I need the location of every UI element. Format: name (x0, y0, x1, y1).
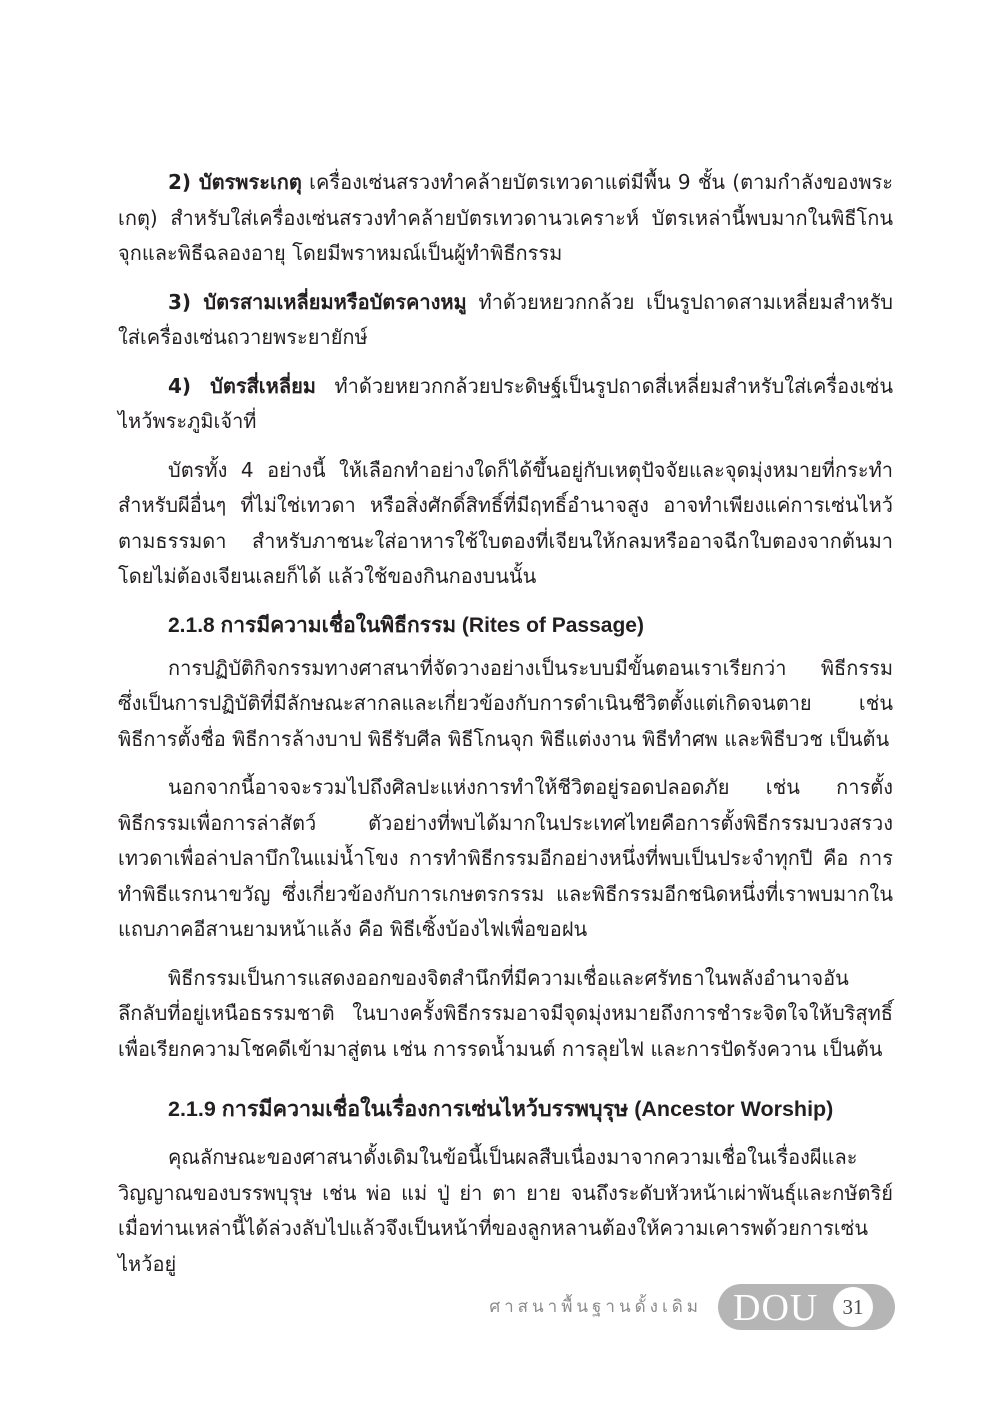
paragraph: นอกจากนี้อาจจะรวมไปถึงศิลปะแห่งการทำให้ชีวิตอยู่รอดปลอดภัย เช่น การตั้งพิธีกรรมเพื่อการล่าสัตว์ ตัวอย่างที่พบได้มากในประเทศไทยคือการตั้งพิธีกรรมบวงสรวงเทวดาเพื่อล่าปลาบึกในแม่น้ำโขง การทำพิธีกรรมอีกอย่างหนึ่งที่พบเป็นประจำทุกปี คือ การทำพิธีแรกนาขวัญ ซึ่งเกี่ยวข้องกับการเกษตรกรรม และพิธีกรรมอีกชนิดหนึ่งที่เราพบมากในแถบภาคอีสานยามหน้าแล้ง คือ พิธีเซิ้งบ้องไฟเพื่อขอฝน (118, 775, 893, 941)
item-term: 3) บัตรสามเหลี่ยมหรือบัตรคางหมู (168, 289, 467, 314)
list-item-triangle-tray (118, 285, 893, 356)
paragraph: พิธีกรรมเป็นการแสดงออกของจิตสำนึกที่มีความเชื่อและศรัทธาในพลังอำนาจอันลึกลับที่อยู่เหนือธรรมชาติ ในบางครั้งพิธีกรรมอาจมีจุดมุ่งหมายถึงการชำระจิตใจให้บริสุทธิ์เพื่อเรียกความโชคดีเข้ามาสู่ตน เช่น การรดน้ำมนต์ การลุยไฟ และการปัดรังควาน เป็นต้น (118, 965, 893, 1061)
dou-page-badge (718, 1284, 895, 1330)
paragraph: คุณลักษณะของศาสนาดั้งเดิมในข้อนี้เป็นผลสืบเนื่องมาจากความเชื่อในเรื่องผีและวิญญาณของบรรพบุรุษ เช่น พ่อ แม่ ปู่ ย่า ตา ยาย จนถึงระดับหัวหน้าเผ่าพันธุ์และกษัตริย์ เมื่อท่านเหล่านี้ได้ล่วงลับไปแล้วจึงเป็นหน้าที่ของลูกหลานต้องให้ความเคารพด้วยการเซ่นไหว้อยู่ (118, 1145, 893, 1276)
section-heading-2-1-9: 2.1.9 การมีความเชื่อในเรื่องการเซ่นไหว้บรรพบุรุษ (Ancestor Worship) (168, 1097, 834, 1121)
item-description: ทำด้วยหยวกกล้วย เป็นรูปถาดสามเหลี่ยมสำหรับใส่เครื่องเซ่นถวายพระยายักษ์ (118, 289, 894, 349)
paragraph: การปฏิบัติกิจกรรมทางศาสนาที่จัดวางอย่างเป็นระบบมีขั้นตอนเราเรียกว่า พิธีกรรม ซึ่งเป็นการปฏิบัติที่มีลักษณะสากลและเกี่ยวข้องกับการดำเนินชีวิตตั้งแต่เกิดจนตาย เช่น พิธีการตั้งชื่อ พิธีการล้างบาป พิธีรับศีล พิธีโกนจุก พิธีแต่งงาน พิธีทำศพ และพิธีบวช เป็นต้น (118, 655, 893, 751)
list-item-phra-ket-tray (118, 165, 893, 272)
dou-logo: DOU (733, 1287, 819, 1329)
section-heading-2-1-8: 2.1.8 การมีความเชื่อในพิธีกรรม (Rites of Passage) (168, 613, 644, 637)
item-description: เครื่องเซ่นสรวงทำคล้ายบัตรเทวดาแต่มีพื้น 9 ชั้น (ตามกำลังของพระเกตุ) สำหรับใส่เครื่องเซ่นสรวงทำคล้ายบัตรเทวดานวเคราะห์ บัตรเหล่านี้พบมากในพิธีโกนจุกและพิธีฉลองอายุ โดยมีพราหมณ์เป็นผู้ทำพิธีกรรม (118, 170, 893, 265)
item-term: 4) บัตรสี่เหลี่ยม (168, 373, 316, 398)
item-term: 2) บัตรพระเกตุ (168, 170, 302, 194)
item-description: ทำด้วยหยวกกล้วยประดิษฐ์เป็นรูปถาดสี่เหลี่ยมสำหรับใส่เครื่องเซ่นไหว้พระภูมิเจ้าที่ (118, 373, 893, 433)
page-number: 31 (833, 1287, 873, 1327)
page-body (118, 165, 893, 1295)
summary-paragraph: บัตรทั้ง 4 อย่างนี้ ให้เลือกทำอย่างใดก็ได้ขึ้นอยู่กับเหตุปัจจัยและจุดมุ่งหมายที่กระทำสำหรับผีอื่นๆ ที่ไม่ใช่เทวดา หรือสิ่งศักดิ์สิทธิ์ที่มีฤทธิ์อำนาจสูง อาจทำเพียงแค่การเซ่นไหว้ตามธรรมดา สำหรับภาชนะใส่อาหารใช้ใบตองที่เจียนให้กลมหรืออาจฉีกใบตองจากต้นมาโดยไม่ต้องเจียนเลยก็ได้ แล้วใช้ของกินกองบนนั้น (118, 457, 893, 588)
page-footer (0, 1284, 1000, 1330)
footer-course-title: ศาสนาพื้นฐานดั้งเดิม (489, 1297, 702, 1317)
list-item-square-tray (118, 369, 893, 440)
